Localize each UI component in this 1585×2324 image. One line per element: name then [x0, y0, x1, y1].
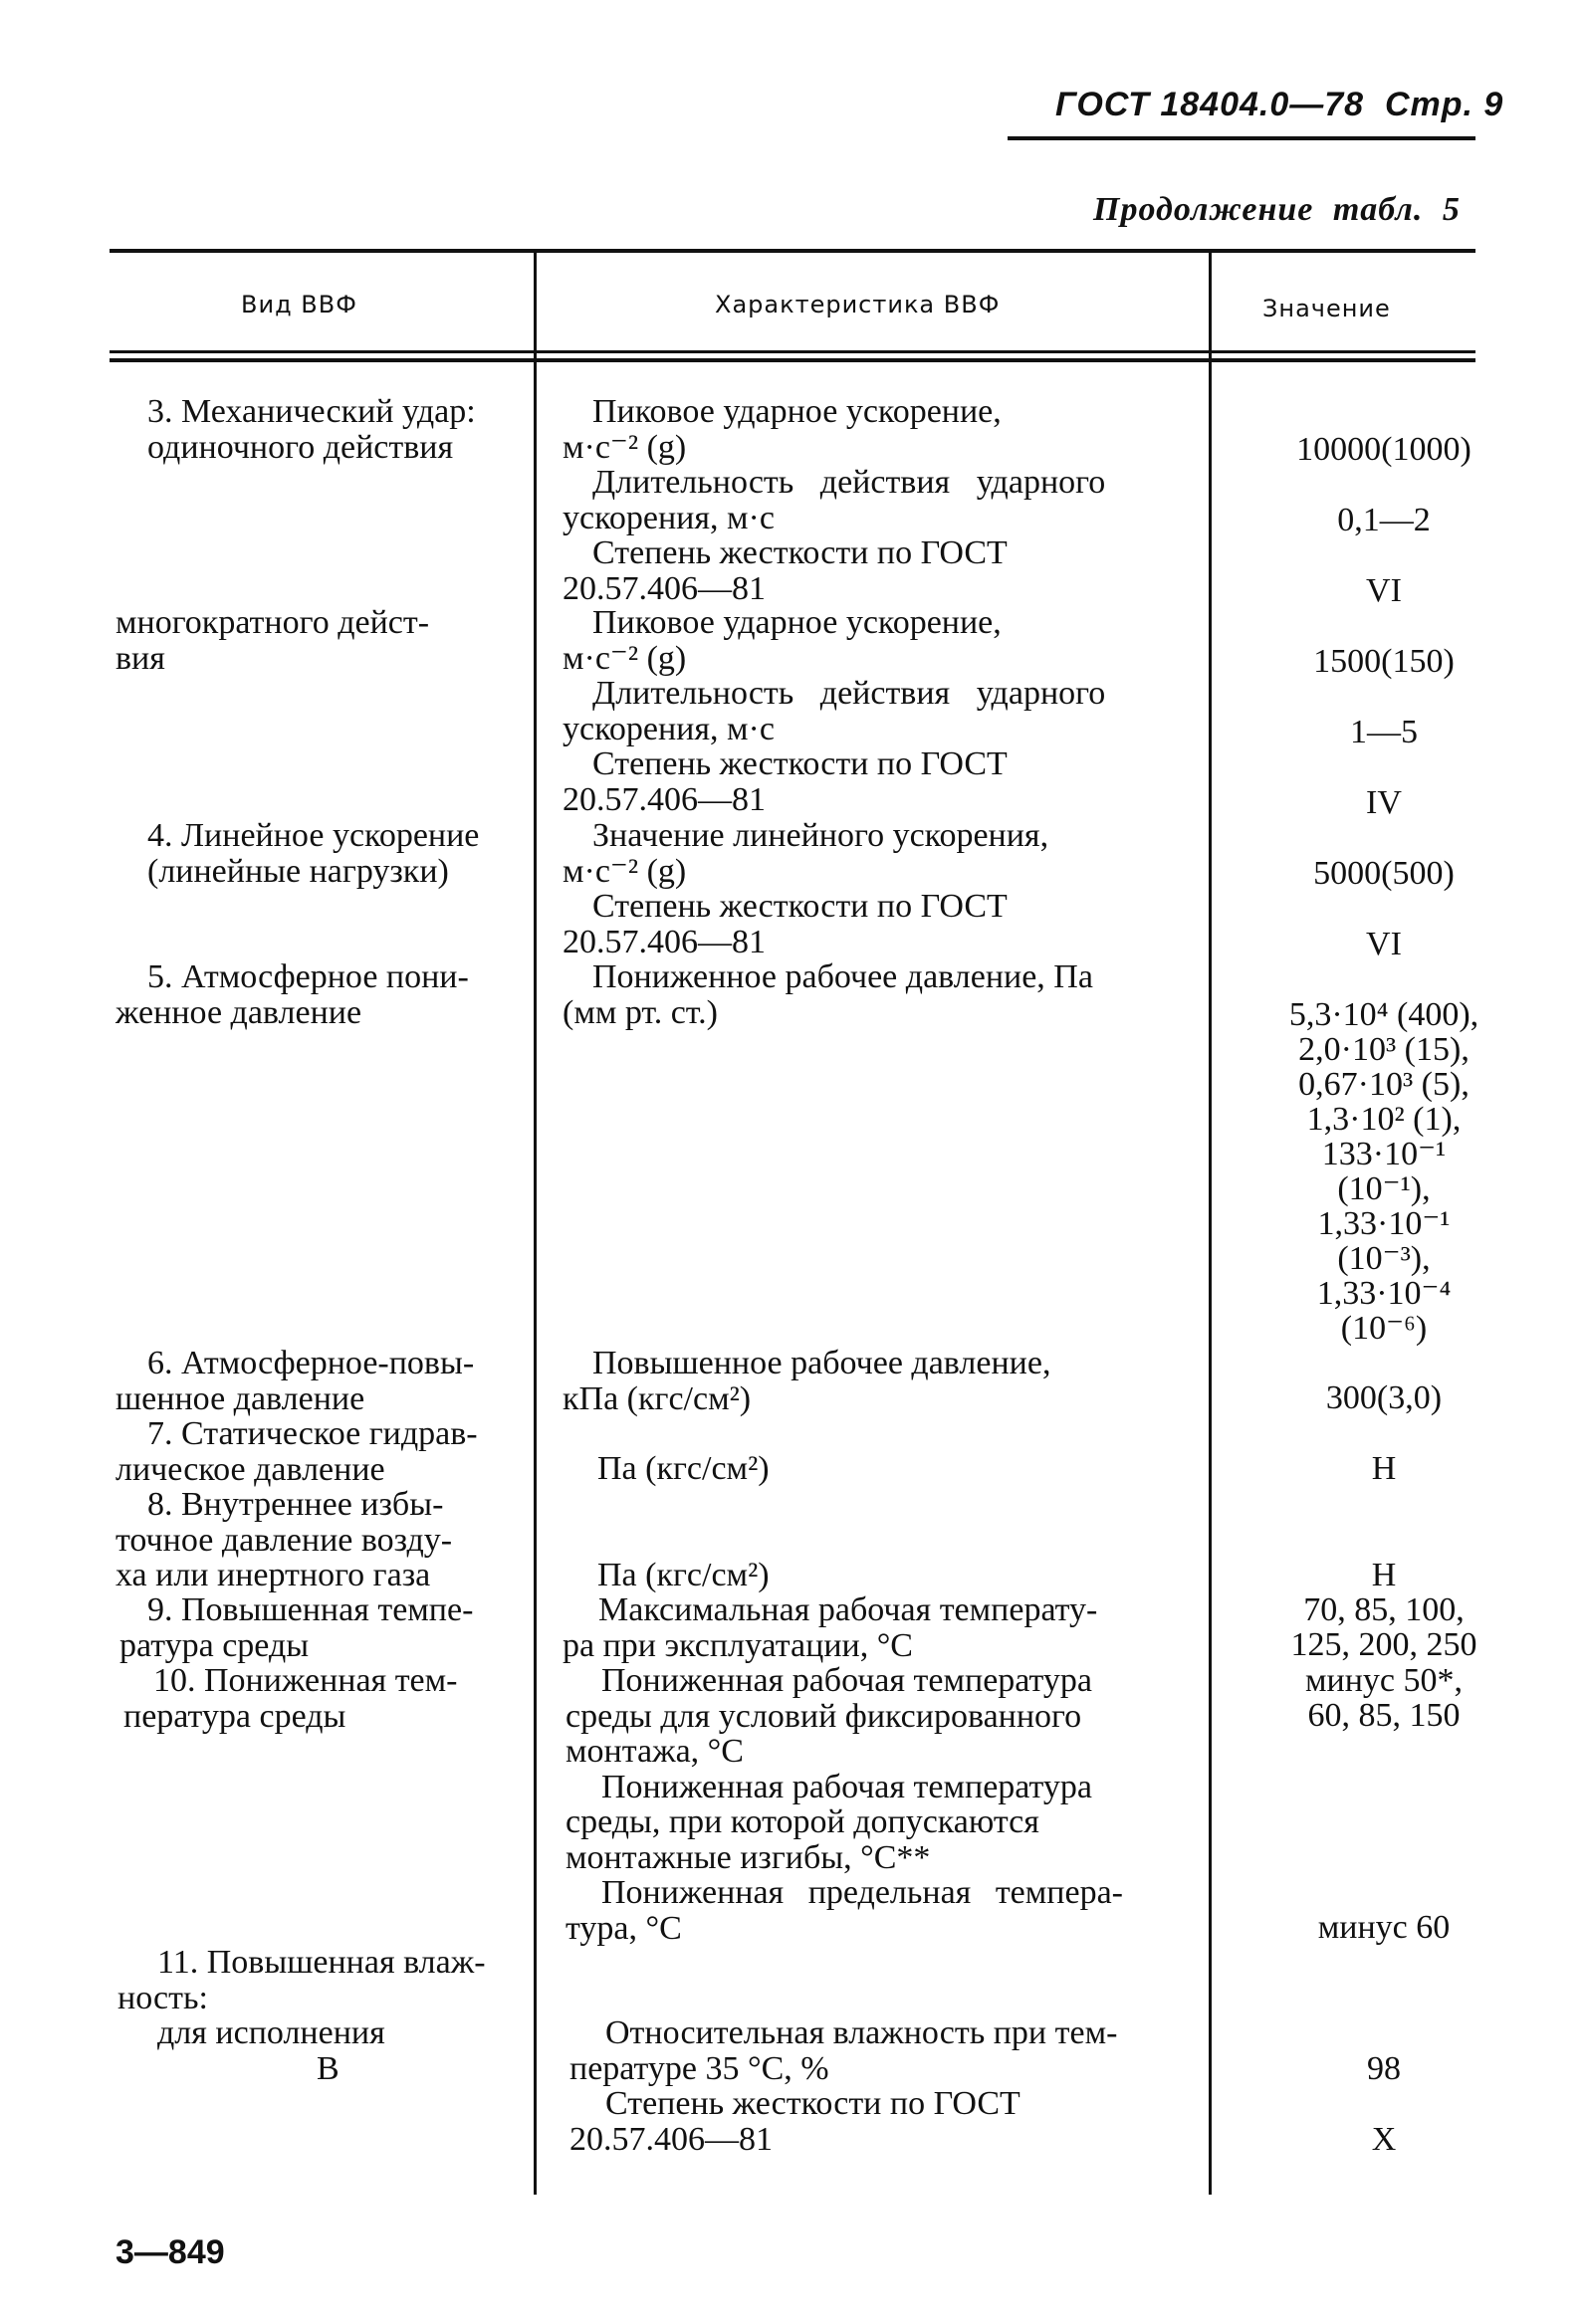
row-4-type-line-1: 4. Линейное ускорение: [147, 817, 480, 854]
row-3-char-line-1: Пиковое ударное ускорение,: [592, 393, 1002, 430]
row-3b-char-line-5: Степень жесткости по ГОСТ: [592, 745, 1008, 782]
row-6-type: [115, 1345, 475, 1417]
row-3-char-line-3: Длительность действия ударного: [592, 464, 1106, 501]
row-8-value-1: Н: [1371, 1557, 1397, 1593]
row-10-value-3: минус 60: [1317, 1909, 1451, 1946]
row-10-type: [123, 1662, 458, 1735]
row-3b-char-line-6: 20.57.406—81: [563, 780, 766, 818]
row-6-value-1: 300(3,0): [1325, 1379, 1443, 1416]
row-5-char-line-2: (мм рт. ст.): [563, 993, 718, 1031]
row-6-char-line-2: кПа (кгс/см²): [563, 1379, 752, 1417]
row-5-value-5: 133·10⁻¹: [1321, 1136, 1447, 1172]
table-top-rule: [110, 249, 1475, 253]
row-7-type-line-1: 7. Статическое гидрав-: [147, 1415, 478, 1452]
row-9-type-line-2: ратура среды: [119, 1626, 310, 1664]
row-7-value-1: Н: [1371, 1450, 1397, 1487]
row-5-type-line-1: 5. Атмосферное пони-: [147, 958, 469, 995]
row-10-value-1: минус 50*,: [1305, 1662, 1463, 1699]
row-9-characteristic: [563, 1592, 1097, 1663]
row-10-char-line-6: монтажные изгибы, °С**: [566, 1838, 931, 1876]
row-3-type: [147, 394, 476, 465]
row-8-type-line-1: 8. Внутреннее избы-: [147, 1486, 444, 1523]
column-header-characteristic: Характеристика ВВФ: [715, 291, 1001, 318]
row-10-char-line-5: среды, при которой допускаются: [566, 1803, 1039, 1840]
column-divider-1: [534, 249, 537, 2195]
column-divider-2: [1209, 249, 1212, 2195]
page-header: [1055, 86, 1503, 124]
row-5-type: [115, 958, 469, 1031]
row-5-value-9: 1,33·10⁻⁴: [1316, 1275, 1452, 1312]
row-3-char-line-6: 20.57.406—81: [563, 569, 766, 607]
row-8-characteristic: [597, 1558, 770, 1593]
row-6-char-line-1: Повышенное рабочее давление,: [592, 1345, 1051, 1381]
row-9-char-line-2: ра при эксплуатации, °С: [563, 1626, 913, 1664]
row-11-value-2: X: [1371, 2121, 1397, 2158]
row-5-value-10: (10⁻⁶): [1340, 1310, 1428, 1347]
row-3b-char-line-1: Пиковое ударное ускорение,: [592, 604, 1002, 641]
row-7-characteristic: [597, 1451, 770, 1487]
row-11-char-line-3: Степень жесткости по ГОСТ: [605, 2085, 1020, 2122]
page-signature: 3—849: [115, 2233, 225, 2271]
row-8-type-line-2: точное давление возду-: [115, 1521, 453, 1559]
row-5-value-4: 1,3·10² (1),: [1306, 1101, 1462, 1138]
row-10-value-2: 60, 85, 150: [1307, 1697, 1461, 1734]
row-4-char-line-3: Степень жесткости по ГОСТ: [592, 888, 1008, 925]
header-bottom-rule: [110, 350, 1475, 353]
row-5-value-2: 2,0·10³ (15),: [1298, 1031, 1470, 1068]
row-7-type-line-2: лическое давление: [115, 1450, 385, 1488]
row-5-value-1: 5,3·10⁴ (400),: [1288, 996, 1479, 1033]
row-11-char-line-1: Относительная влажность при тем-: [605, 2014, 1118, 2051]
row-9-char-line-1: Максимальная рабочая температу-: [598, 1591, 1098, 1628]
row-4-char-line-2: м·с⁻² (g): [563, 852, 687, 890]
header-rule: [1008, 136, 1475, 140]
column-header-type: Вид ВВФ: [241, 291, 357, 318]
row-3b-type: [115, 605, 429, 676]
row-6-type-line-2: шенное давление: [115, 1379, 365, 1417]
row-5-characteristic: [563, 959, 1093, 1030]
row-10-char-line-4: Пониженная рабочая температура: [601, 1768, 1092, 1805]
row-5-value-6: (10⁻¹),: [1337, 1170, 1431, 1207]
row-9-type: [119, 1591, 474, 1664]
row-10-char-line-2: среды для условий фиксированного: [566, 1697, 1082, 1735]
row-10-type-line-2: пература среды: [123, 1697, 346, 1735]
row-3-value-2: 0,1—2: [1337, 502, 1431, 538]
row-11-char-line-2: пературе 35 °С, %: [569, 2049, 829, 2087]
row-4-characteristic: [563, 818, 1048, 959]
row-10-char-line-3: монтажа, °С: [566, 1733, 744, 1770]
row-3b-type-line-2: вия: [115, 639, 165, 677]
row-3-value-3: VI: [1366, 572, 1402, 609]
row-4-value-1: 5000(500): [1313, 855, 1455, 892]
row-5-type-line-2: женное давление: [115, 993, 362, 1031]
row-3b-value-2: 1—5: [1350, 714, 1418, 750]
page-number: Стр. 9: [1384, 86, 1504, 123]
row-8-type: [115, 1486, 453, 1593]
row-3-char-line-5: Степень жесткости по ГОСТ: [592, 534, 1008, 571]
row-10-char-line-8: тура, °С: [566, 1909, 682, 1947]
row-11-value-1: 98: [1367, 2050, 1401, 2087]
row-4-char-line-4: 20.57.406—81: [563, 923, 766, 960]
row-3b-char-line-4: ускорения, м·с: [563, 710, 775, 747]
row-3b-characteristic: [563, 605, 1105, 817]
row-3b-value-3: IV: [1366, 784, 1402, 821]
row-8-type-line-3: ха или инертного газа: [115, 1557, 431, 1593]
row-11-type-line-4: В: [317, 2049, 340, 2087]
row-5-char-line-1: Пониженное рабочее давление, Па: [592, 958, 1093, 995]
row-10-type-line-1: 10. Пониженная тем-: [153, 1662, 458, 1699]
row-8-char-line-1: Па (кгс/см²): [597, 1557, 770, 1593]
row-5-value-3: 0,67·10³ (5),: [1298, 1066, 1470, 1103]
row-11-type: [117, 1944, 486, 2087]
row-6-characteristic: [563, 1346, 1050, 1416]
header-bottom-rule-double: [110, 358, 1475, 362]
table-continuation-label: Продолжение табл. 5: [1093, 191, 1461, 228]
row-11-char-line-4: 20.57.406—81: [569, 2120, 773, 2158]
row-9-value-1: 70, 85, 100,: [1303, 1591, 1465, 1628]
row-10-characteristic: [566, 1663, 1123, 1946]
row-3-type-line-1: 3. Механический удар:: [147, 393, 476, 430]
row-5-value-8: (10⁻³),: [1337, 1240, 1431, 1277]
row-3-characteristic: [563, 394, 1105, 606]
row-3b-char-line-3: Длительность действия ударного: [592, 675, 1106, 712]
row-7-char-line-1: Па (кгс/см²): [597, 1450, 770, 1487]
row-3-char-line-2: м·с⁻² (g): [563, 428, 687, 466]
row-3b-char-line-2: м·с⁻² (g): [563, 639, 687, 677]
row-3-value-1: 10000(1000): [1296, 431, 1472, 468]
row-5-value-7: 1,33·10⁻¹: [1317, 1205, 1451, 1242]
row-4-char-line-1: Значение линейного ускорения,: [592, 817, 1049, 854]
row-3-char-line-4: ускорения, м·с: [563, 499, 775, 536]
row-6-type-line-1: 6. Атмосферное-повы-: [147, 1345, 475, 1381]
row-10-char-line-7: Пониженная предельная темпера-: [601, 1874, 1123, 1911]
standard-number: ГОСТ 18404.0—78: [1055, 86, 1365, 123]
row-10-char-line-1: Пониженная рабочая температура: [601, 1662, 1092, 1699]
row-3-type-line-2: одиночного действия: [147, 428, 454, 466]
row-4-value-2: VI: [1366, 926, 1402, 962]
row-4-type: [147, 818, 479, 889]
row-3b-value-1: 1500(150): [1313, 643, 1455, 680]
row-9-value-2: 125, 200, 250: [1290, 1626, 1477, 1663]
row-11-type-line-3: для исполнения: [157, 2014, 385, 2051]
column-header-value: Значение: [1262, 295, 1391, 322]
row-11-type-line-1: 11. Повышенная влаж-: [157, 1944, 486, 1981]
row-7-type: [115, 1415, 478, 1488]
row-3b-type-line-1: многократного дейст-: [115, 604, 430, 641]
row-4-type-line-2: (линейные нагрузки): [147, 852, 449, 890]
row-11-type-line-2: ность:: [117, 1979, 208, 2016]
row-11-characteristic: [569, 2015, 1117, 2157]
row-9-type-line-1: 9. Повышенная темпе-: [147, 1591, 474, 1628]
